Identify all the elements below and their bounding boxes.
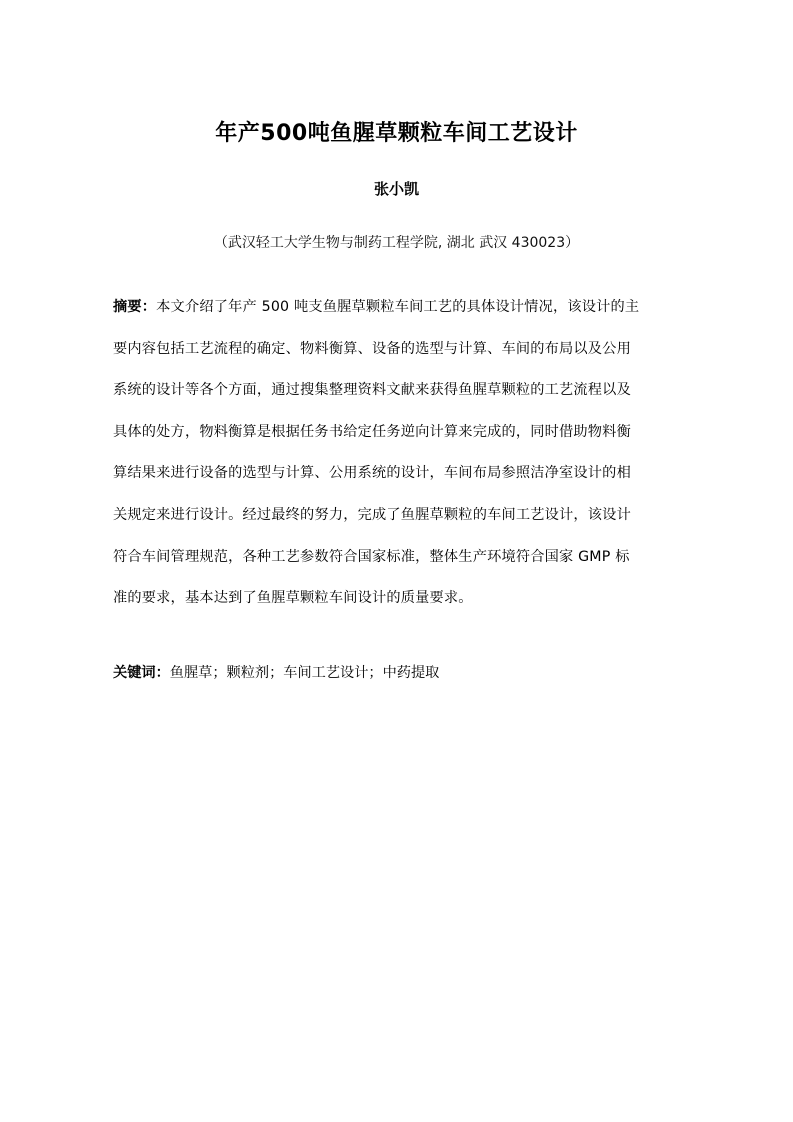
abstract-section (113, 292, 687, 625)
author-name: 张小凯 (373, 180, 419, 198)
abstract-line: 算结果来进行设备的选型与计算、公用系统的设计，车间布局参照洁净室设计的相 (113, 465, 631, 482)
author-affiliation: （武汉轻工大学生物与制药工程学院, 湖北 武汉 430023） (213, 235, 580, 251)
abstract-line: 具体的处方，物料衡算是根据任务书给定任务逆向计算来完成的，同时借助物料衡 (113, 423, 631, 440)
abstract-line (113, 292, 687, 322)
keywords-text: 鱼腥草；颗粒剂；车间工艺设计；中药提取 (169, 665, 440, 681)
abstract-text: 本文介绍了年产 500 吨支鱼腥草颗粒车间工艺的具体设计情况，该设计的主 (156, 299, 640, 315)
abstract-line: 系统的设计等各个方面，通过搜集整理资料文献来获得鱼腥草颗粒的工艺流程以及 (113, 382, 631, 399)
abstract-line: 要内容包括工艺流程的确定、物料衡算、设备的选型与计算、车间的布局以及公用 (113, 340, 631, 357)
abstract-label: 摘要： (113, 299, 157, 315)
abstract-line: 符合车间管理规范，各种工艺参数符合国家标准，整体生产环境符合国家 GMP 标 (113, 548, 630, 565)
paper-title: 年产500吨鱼腥草颗粒车间工艺设计 (215, 121, 578, 146)
abstract-line: 准的要求，基本达到了鱼腥草颗粒车间设计的质量要求。 (113, 590, 473, 607)
abstract-line: 关规定来进行设计。经过最终的努力，完成了鱼腥草颗粒的车间工艺设计，该设计 (113, 506, 631, 523)
keywords-label: 关键词： (113, 665, 170, 681)
keywords-section (113, 658, 687, 688)
